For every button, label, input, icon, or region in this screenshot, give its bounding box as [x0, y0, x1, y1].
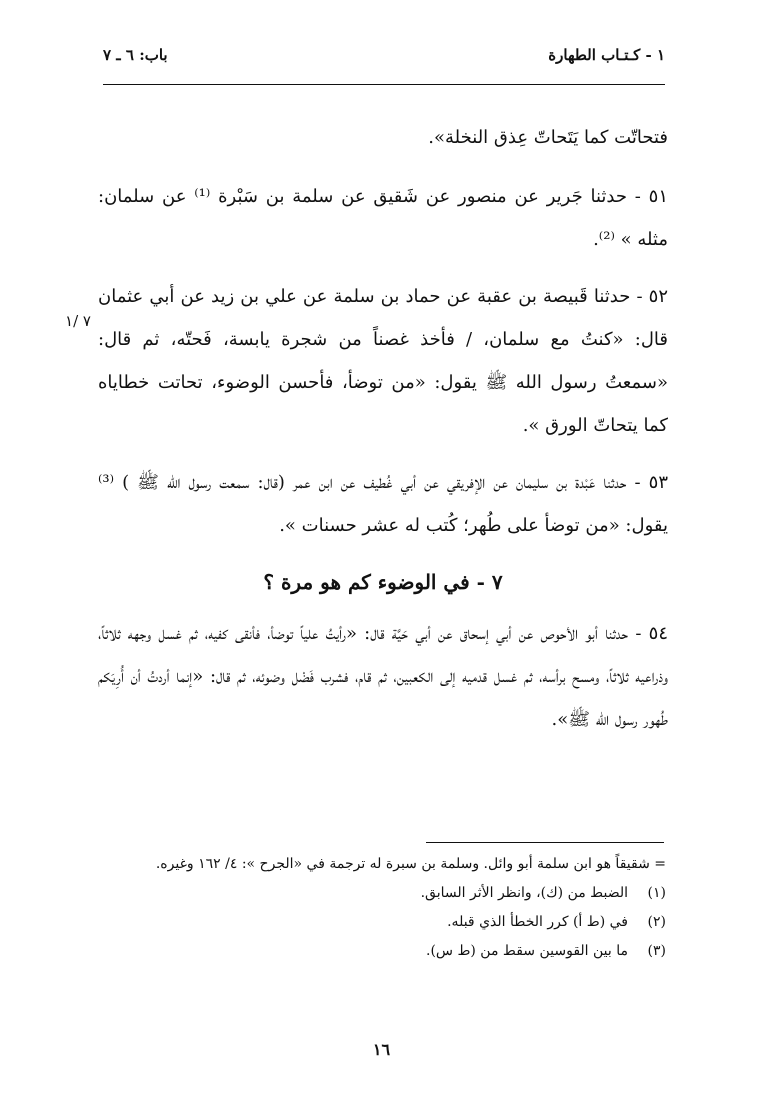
margin-folio-note: ٧ /١ — [65, 312, 91, 330]
hadith-51: ٥١ - حدثنا جَرير عن منصور عن شَقيق عن سلمة بن سَبْرة ⁽¹⁾ عن سلمان: مثله » ⁽²⁾. — [98, 186, 668, 250]
footnote-item — [100, 881, 666, 906]
page-number: ١٦ — [372, 1040, 391, 1059]
chapter-reference: باب: ٦ ـ ٧ — [103, 46, 168, 64]
footnote-text: ما بين القوسين سقط من (ط س). — [426, 943, 628, 959]
hadith-53: ٥٣ - حدثنا عَبْدة بن سليمان عن الإفريقي عن أبي غُطيف عن ابن عمر (قال: سمعت رسول الله ﷺ ) ⁽³⁾ يقول: «من توضأ على طُهر؛ كُتب له عشر حسنات ». — [98, 472, 668, 536]
footnote-text: الضبط من (ك)، وانظر الأثر السابق. — [420, 885, 628, 901]
footnote-number: (٣) — [647, 943, 666, 959]
paragraph-continuation: فتحاتّت كما يَتَحاتّ عِذق النخلة». — [428, 127, 668, 148]
running-header — [103, 46, 665, 64]
hadith-54: ٥٤ - حدثنا أبو الأحوص عن أبي إسحاق عن أبي حَيَّة قال: «رأيتُ علياً توضأ، فأنقى كفيه، ثم غسل وجهه ثلاثاً، وذراعيه ثلاثاً، ومسح برأسه، ثم غسل قدميه إلى الكعبين، ثم قام، فشرب فَضْل وضوئه، ثم قال: «إنما أردتُ أن أُرِيَكم طُهور رسول الله ﷺ». — [98, 623, 668, 730]
footnote-number: (١) — [647, 885, 666, 901]
footnote-item — [100, 910, 666, 935]
main-text — [98, 116, 668, 755]
footnote-text: في (ط أ) كرر الخطأ الذي قبله. — [447, 914, 628, 930]
section-heading: ٧ - في الوضوء كم هو مرة ؟ — [263, 570, 503, 594]
hadith-52: ٥٢ - حدثنا قَبيصة بن عقبة عن حماد بن سلمة عن علي بن زيد عن أبي عثمان قال: «كنتُ مع سلمان، / فأخذ غصناً من شجرة يابسة، فَحتّه، ثم قال: «سمعتُ رسول الله ﷺ يقول: «من توضأ، فأحسن الوضوء، تحاتت خطاياه كما يتحاتّ الورق ». — [98, 286, 668, 436]
footnote-rule — [426, 842, 664, 843]
footnote-number: (٢) — [647, 914, 666, 930]
book-title: ١ - كـتـاب الطهارة — [548, 46, 665, 64]
header-rule — [103, 84, 665, 85]
footnote-continuation: = شقيقاً هو ابن سلمة أبو وائل. وسلمة بن سبرة له ترجمة في «الجرح »: ٤/ ١٦٢ وغيره. — [155, 856, 666, 872]
footnote-item — [100, 939, 666, 964]
footnotes — [100, 852, 666, 966]
